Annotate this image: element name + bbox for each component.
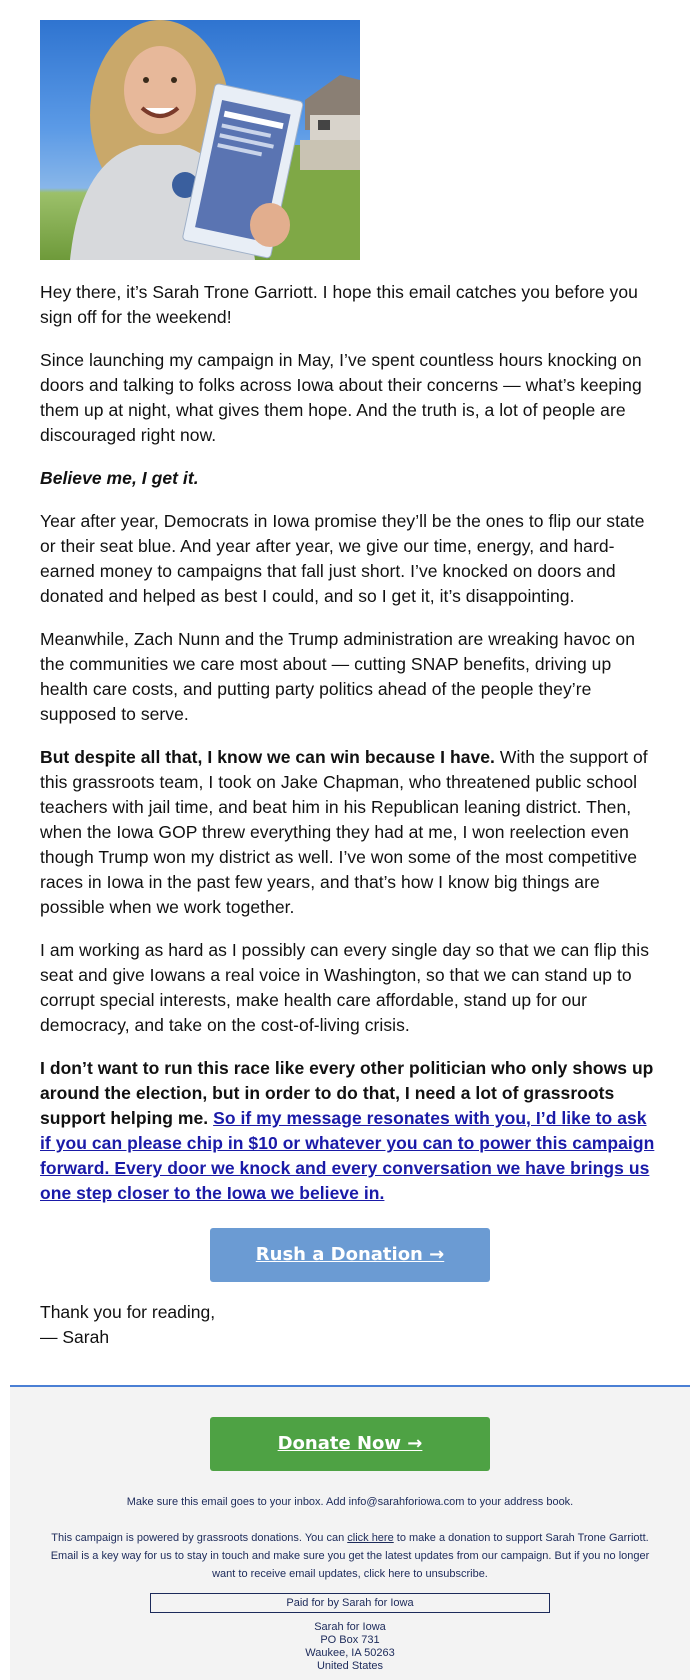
paragraph-working-hard: I am working as hard as I possibly can every single day so that we can flip this seat and give Iowans a real voice in Washington, so that we can stand up to corrupt special interests, make health care affordable, stand up for our democracy, and take on the cost-of-living crisis.	[40, 940, 650, 1035]
powered-pre: This campaign is powered by grassroots donations. You can	[51, 1532, 348, 1544]
donation-ask-link[interactable]: So if my message resonates with you, I’d like to ask if you can please chip in $10 or whatever you can to power this campaign forward. Every door we knock and every conversation we have brings us one step closer to the Iowa we believe in.	[40, 1108, 655, 1203]
mailing-address	[10, 1621, 690, 1673]
footer-donate-link[interactable]: click here	[347, 1532, 394, 1544]
paragraph-despite	[40, 745, 660, 920]
paragraph-greeting: Hey there, it’s Sarah Trone Garriott. I hope this email catches you before you sign off for the weekend!	[40, 282, 638, 327]
email-footer	[10, 1385, 690, 1680]
paragraph-ask	[40, 1056, 660, 1206]
donate-now-button[interactable]: Donate Now →	[210, 1417, 490, 1471]
signoff	[40, 1300, 660, 1350]
paragraph-campaign-launch: Since launching my campaign in May, I’ve spent countless hours knocking on doors and talking to folks across Iowa about their concerns — what’s keeping them up at night, what gives them hope. And the truth is, a lot of people are discouraged right now.	[40, 350, 642, 445]
footer-inbox-note: Make sure this email goes to your inbox. Add info@sarahforiowa.com to your address book.	[126, 1496, 574, 1508]
ask-bold-lead: I don’t want to run this race like every other politician who only shows up around the election, but in order to do that, I need a lot of grassroots support helping me.	[40, 1058, 654, 1128]
rush-donation-button[interactable]: Rush a Donation →	[210, 1228, 490, 1282]
footer-powered-note	[10, 1529, 690, 1583]
address-line: PO Box 731	[320, 1634, 380, 1646]
address-line: Sarah for Iowa	[314, 1621, 386, 1633]
address-line: United States	[316, 1660, 384, 1672]
powered-post: to make a donation to support Sarah Trone Garriott. Email is a key way for us to stay in touch and make sure you get the latest updates from our campaign. But if you no longer want to receive email updates, click here to unsubscribe.	[50, 1532, 650, 1580]
photo-illustration	[40, 20, 360, 260]
paid-for-by-box: Paid for by Sarah for Iowa	[150, 1593, 550, 1613]
despite-bold-lead: But despite all that, I know we can win because I have.	[40, 747, 495, 767]
candidate-photo	[40, 20, 360, 260]
signoff-name: — Sarah	[40, 1327, 110, 1347]
despite-rest: With the support of this grassroots team, I took on Jake Chapman, who threatened public school teachers with jail time, and beat him in his Republican leaning district. Then, when the Iowa GOP threw everything they had at me, I won reelection even though Trump won my district as well. I’ve won some of the most competitive races in Iowa in the past few years, and that’s how I know big things are possible when we work together.	[40, 747, 648, 917]
paragraph-year-after-year: Year after year, Democrats in Iowa promise they’ll be the ones to flip our state or their seat blue. And year after year, we give our time, energy, and hard-earned money to campaigns that fall just short. I’ve knocked on doors and donated and helped as best I could, and so I get it, it’s disappointing.	[40, 511, 645, 606]
address-line: Waukee, IA 50263	[305, 1647, 395, 1659]
signoff-thanks: Thank you for reading,	[40, 1302, 216, 1322]
paragraph-believe-me: Believe me, I get it.	[40, 468, 199, 488]
paragraph-meanwhile: Meanwhile, Zach Nunn and the Trump administration are wreaking havoc on the communities we care most about — cutting SNAP benefits, driving up health care costs, and putting party politics ahead of the people they’re supposed to serve.	[40, 629, 635, 724]
